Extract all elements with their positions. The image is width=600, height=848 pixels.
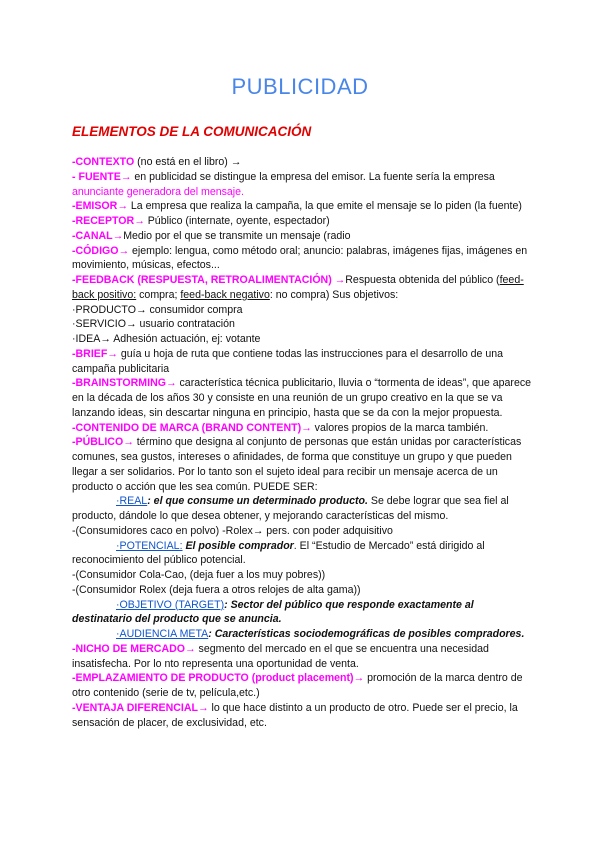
audiencia-link[interactable]: ·AUDIENCIA META <box>116 628 209 640</box>
page-title: PUBLICIDAD <box>231 74 369 99</box>
objetivo-link[interactable]: ·OBJETIVO (TARGET) <box>116 598 225 611</box>
item-publico: -PÚBLICO→ término que designa al conjunto de personas que están unidas por características comunes, sea gustos, intereses o afinidades, de forma que constituye un grupo y que pueden llegar a ser solidarios. Por lo tanto son el sujeto ideal para recibir un mensaje acerca de un producto o acción que les sea común. PUEDE SER: <box>72 436 522 493</box>
potencial-example: -(Consumidor Rolex (deja fuera a otros relojes de alta gama)) <box>72 583 361 596</box>
publico-real: ·REAL: el que consume un determinado producto. Se debe lograr que sea fiel al producto, dándole lo que desea obtener, y mejorando características del mismo. <box>72 495 509 522</box>
item-ventaja: -VENTAJA DIFERENCIAL→ lo que hace distinto a un producto de otro. Puede ser el precio, la sensación de placer, de exclusividad, etc. <box>72 701 518 729</box>
item-contexto: -CONTEXTO (no está en el libro) → <box>72 156 242 168</box>
potencial-example: -(Consumidor Cola-Cao, (deja fuer a los muy pobres)) <box>72 569 326 581</box>
objective-servicio: ·SERVICIO→ usuario contratación <box>72 318 235 331</box>
item-codigo: -CÓDIGO→ ejemplo: lengua, como método oral; anuncio: palabras, imágenes fijas, imágenes en movimiento, músicas, efectos... <box>72 244 528 272</box>
publico-potencial: ·POTENCIAL: El posible comprador. El “Estudio de Mercado” está dirigido al reconocimiento del público potencial. <box>72 539 485 567</box>
objective-idea: ·IDEA→ Adhesión actuación, ej: votante <box>72 333 261 345</box>
real-example: -(Consumidores caco en polvo) -Rolex→ pers. con poder adquisitivo <box>72 524 393 537</box>
publico-objetivo: ·OBJETIVO (TARGET): Sector del público que responde exactamente al destinatario del producto que se anuncia. <box>72 598 474 626</box>
item-contenido-de-marca: -CONTENIDO DE MARCA (BRAND CONTENT)→ valores propios de la marca también. <box>72 421 489 434</box>
potencial-link[interactable]: ·POTENCIAL: <box>116 539 183 552</box>
item-nicho: -NICHO DE MERCADO→ segmento del mercado en el que se encuentra una necesidad insatisfecha. Por lo nto representa una oportunidad de venta. <box>72 642 489 670</box>
real-link[interactable]: ·REAL <box>116 495 148 508</box>
item-emisor: -EMISOR→ La empresa que realiza la campaña, la que emite el mensaje se lo piden (la fuente) <box>72 200 522 213</box>
section-heading: ELEMENTOS DE LA COMUNICACIÓN <box>72 124 312 139</box>
item-canal: -CANAL→Medio por el que se transmite un mensaje (radio <box>72 229 351 242</box>
item-fuente: - FUENTE→ en publicidad se distingue la empresa del emisor. La fuente sería la empresa anunciante generadora del mensaje. <box>72 170 495 198</box>
item-receptor: -RECEPTOR→ Público (internate, oyente, espectador) <box>72 215 330 227</box>
item-brief: -BRIEF→ guía u hoja de ruta que contiene todas las instrucciones para el desarrollo de una campaña publicitaria <box>72 347 504 375</box>
item-feedback: -FEEDBACK (RESPUESTA, RETROALIMENTACIÓN) →Respuesta obtenida del público (feed-back positivo: compra; feed-back negativo: no compra) Sus objetivos: <box>72 274 524 301</box>
item-emplazamiento: -EMPLAZAMIENTO DE PRODUCTO (product placement)→ promoción de la marca dentro de otro contenido (serie de tv, película,etc.) <box>72 672 523 699</box>
publico-audiencia-meta: ·AUDIENCIA META: Características sociodemográficas de posibles compradores. <box>116 628 525 640</box>
document-body <box>72 155 532 730</box>
objective-producto: ·PRODUCTO→ consumidor compra <box>72 303 243 316</box>
item-brainstorming: -BRAINSTORMING→ característica técnica publicitario, lluvia o “tormenta de ideas”, que aparece en la década de los años 30 y consiste en una reunión de un grupo creativo en la que se va lanzando ideas, sin descartar ninguna en principio, hasta que se da con la mejor propuesta. <box>72 377 532 419</box>
